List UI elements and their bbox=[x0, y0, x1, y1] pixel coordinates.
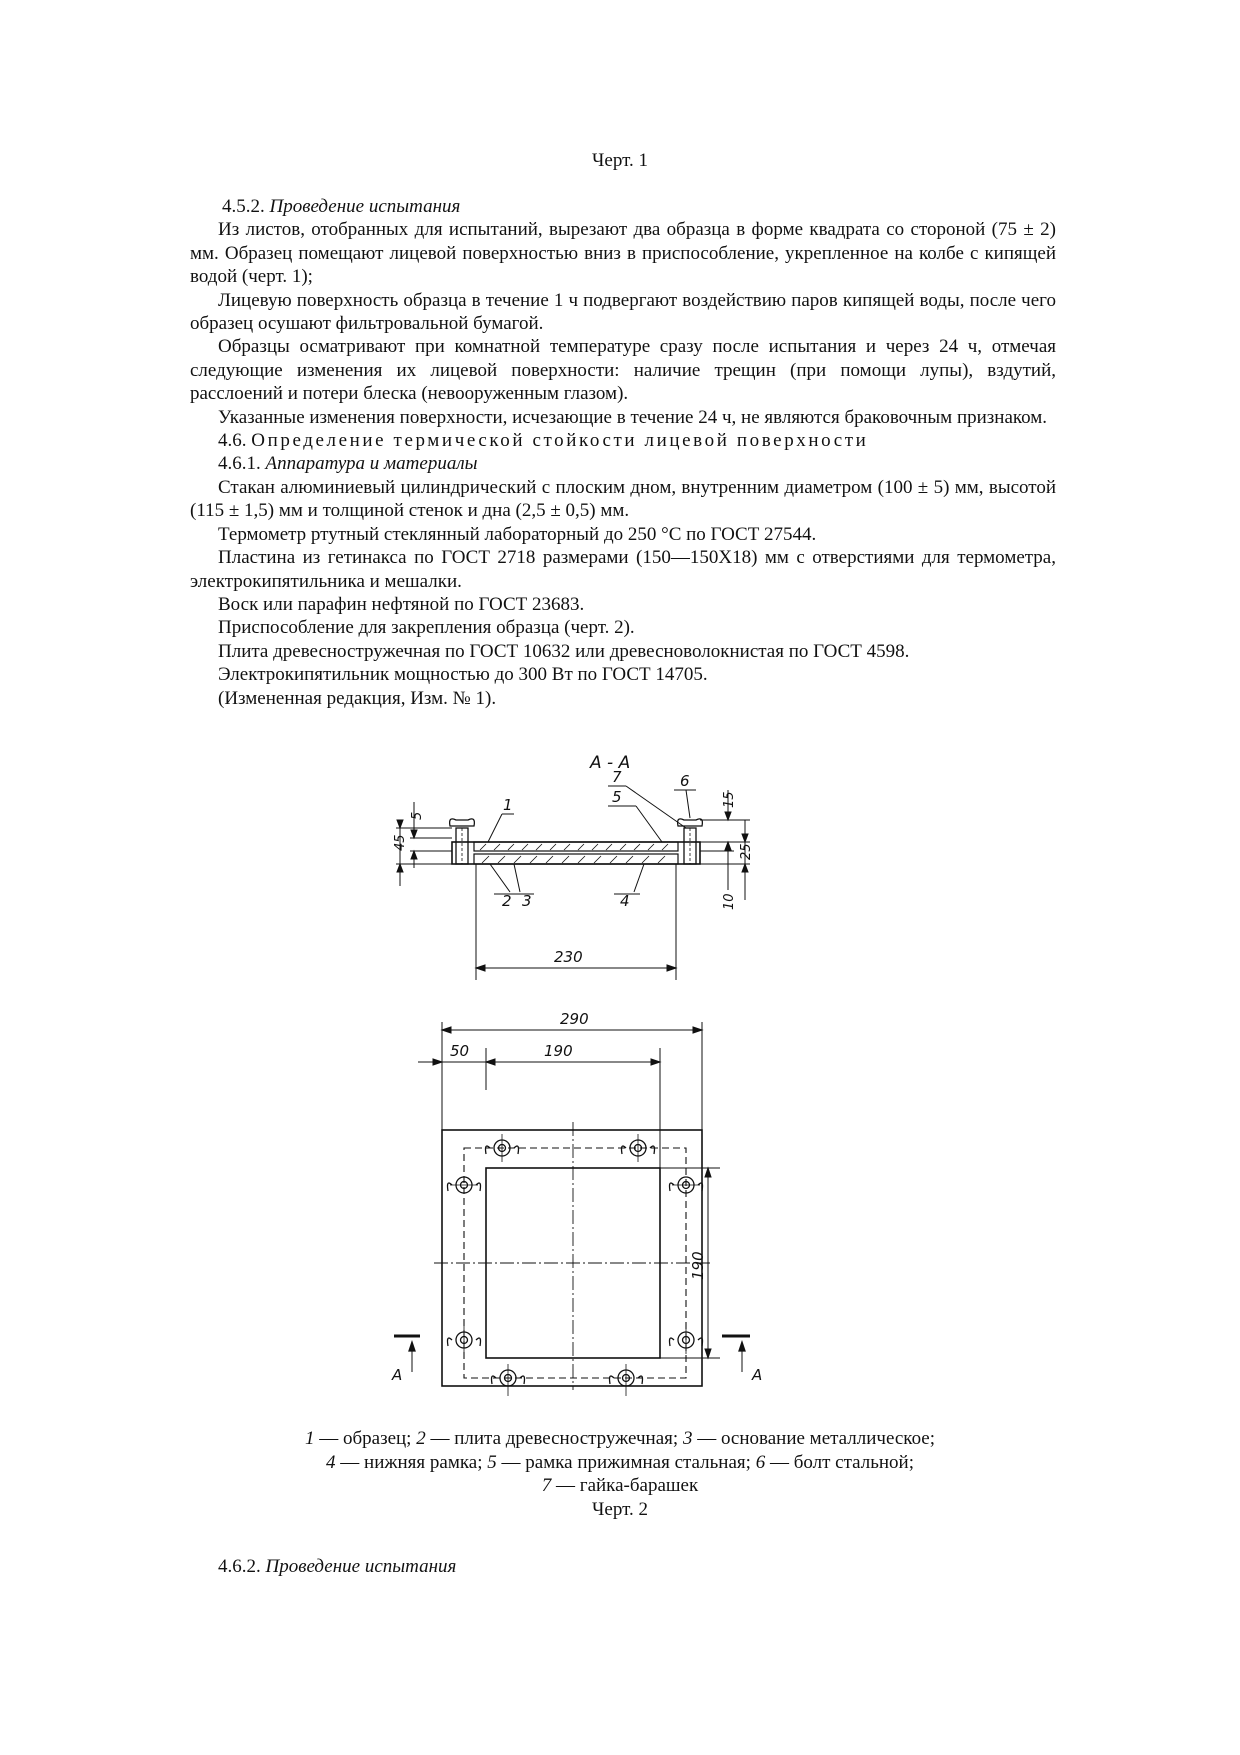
bolt-low-left bbox=[448, 1326, 481, 1354]
equipment-item: Плита древесностружечная по ГОСТ 10632 или древесноволокнистая по ГОСТ 4598. bbox=[218, 640, 910, 662]
paragraph: Указанные изменения поверхности, исчезающие в течение 24 ч, не являются браковочным признаком. bbox=[218, 406, 1048, 428]
dimension-190-top: 190 bbox=[544, 1042, 573, 1060]
chipboard-plate bbox=[474, 854, 678, 864]
dimension-230 bbox=[476, 864, 676, 980]
paragraph: Из листов, отобранных для испытаний, вырезают два образца в форме квадрата со стороной (75 ± 2) мм. Образец помещают лицевой поверхностью вниз в приспособление, укрепленное на колбе с кипящей водой (черт. 1); bbox=[190, 219, 1056, 288]
callout-1: 1 bbox=[503, 796, 513, 814]
section-label: А - А bbox=[590, 753, 631, 773]
dimension-50: 50 bbox=[450, 1042, 470, 1060]
section-mark-right bbox=[722, 1336, 762, 1384]
equipment-item: Термометр ртутный стеклянный лабораторный до 250 °C по ГОСТ 27544. bbox=[218, 523, 817, 545]
callouts bbox=[488, 768, 696, 910]
section-view bbox=[450, 819, 703, 864]
plan-view bbox=[391, 1010, 762, 1396]
section-number: 4.6.1. bbox=[218, 453, 261, 475]
figure-2-caption: Черт. 2 bbox=[592, 1498, 648, 1520]
section-title: Проведение испытания bbox=[265, 1556, 457, 1577]
callout-4: 4 bbox=[620, 892, 630, 910]
callout-5: 5 bbox=[612, 788, 622, 806]
legend-text: — основание металлическое; bbox=[692, 1428, 936, 1449]
body-text bbox=[190, 195, 1056, 710]
callout-3: 3 bbox=[522, 892, 532, 910]
bolt-low-right bbox=[670, 1326, 703, 1354]
dimension-45: 45 bbox=[393, 834, 408, 851]
legend-number: 5 bbox=[487, 1451, 497, 1473]
bolt-bottom-left bbox=[492, 1364, 525, 1396]
dimension-290: 290 bbox=[560, 1010, 589, 1028]
dimension-230-value: 230 bbox=[554, 948, 583, 966]
legend-line bbox=[0, 1474, 1240, 1498]
section-title: Аппаратура и материалы bbox=[265, 453, 478, 475]
left-wing-nut bbox=[450, 819, 475, 826]
equipment-item: Электрокипятильник мощностью до 300 Вт по ГОСТ 14705. bbox=[218, 664, 708, 686]
callout-7: 7 bbox=[612, 768, 622, 786]
section-title: Проведение испытания bbox=[269, 196, 461, 217]
legend-text: — нижняя рамка; bbox=[335, 1451, 488, 1473]
equipment-item: Пластина из гетинакса по ГОСТ 2718 размерами (150—150X18) мм с отверстиями для термометра, электрокипятильника и мешалки. bbox=[190, 547, 1056, 592]
dimension-190-side: 190 bbox=[689, 1251, 707, 1280]
legend-number: 1 bbox=[304, 1428, 315, 1449]
legend-text: — гайка-барашек bbox=[551, 1475, 699, 1496]
section-4-5-2-heading bbox=[190, 195, 1056, 218]
base-plate bbox=[452, 842, 700, 864]
bolt-top-right bbox=[622, 1134, 655, 1162]
figure-2-legend bbox=[0, 1427, 1240, 1521]
specimen bbox=[474, 842, 678, 851]
legend-number: 7 bbox=[541, 1475, 552, 1496]
legend-line bbox=[0, 1427, 1240, 1451]
paragraph: Образцы осматривают при комнатной температуре сразу после испытания и через 24 ч, отмечая следующие изменения их лицевой поверхности: наличие трещин (при помощи лупы), вздутий, расслоений и потери блеска (невооруженным глазом). bbox=[190, 336, 1056, 405]
dimension-left bbox=[393, 802, 452, 886]
dimension-15: 15 bbox=[722, 791, 737, 808]
figure-1-caption: Черт. 1 bbox=[592, 150, 648, 171]
section-number: 4.6.2. bbox=[218, 1556, 261, 1577]
legend-text: — рамка прижимная стальная; bbox=[496, 1451, 756, 1473]
equipment-item: Воск или парафин нефтяной по ГОСТ 23683. bbox=[218, 593, 585, 615]
legend-line bbox=[0, 1451, 1240, 1475]
dimension-right bbox=[700, 790, 754, 910]
equipment-item: Стакан алюминиевый цилиндрический с плоским дном, внутренним диаметром (100 ± 5) мм, высотой (115 ± 1,5) мм и толщиной стенок и дна (2,5 ± 0,5) мм. bbox=[190, 476, 1056, 522]
callout-2: 2 bbox=[502, 892, 512, 910]
section-mark-label: А bbox=[392, 1366, 403, 1384]
legend-number: 6 bbox=[755, 1451, 766, 1473]
legend-number: 2 bbox=[416, 1428, 426, 1449]
paragraph: Лицевую поверхность образца в течение 1 ч подвергают воздействию паров кипящей воды, после чего образец осушают фильтровальной бумагой. bbox=[190, 289, 1056, 335]
section-4-6-1-heading bbox=[190, 452, 1056, 475]
legend-text: — образец; bbox=[314, 1428, 417, 1449]
section-number: 4.6. bbox=[218, 430, 247, 452]
section-mark-label: А bbox=[752, 1366, 763, 1384]
figure-2-drawing bbox=[390, 750, 860, 1400]
legend-text: — плита древесностружечная; bbox=[425, 1428, 683, 1449]
legend-number: 3 bbox=[682, 1428, 693, 1449]
section-title: Определение термической стойкости лицевой поверхности bbox=[251, 430, 869, 452]
legend-number: 4 bbox=[326, 1451, 336, 1473]
callout-6: 6 bbox=[680, 772, 690, 790]
dimension-5: 5 bbox=[410, 811, 425, 820]
section-mark-left bbox=[391, 1336, 420, 1384]
dimension-25: 25 bbox=[739, 843, 754, 860]
section-number: 4.5.2. bbox=[222, 196, 265, 217]
dimension-10: 10 bbox=[722, 893, 737, 910]
revision-note: (Измененная редакция, Изм. № 1). bbox=[218, 687, 497, 709]
legend-text: — болт стальной; bbox=[765, 1451, 914, 1473]
section-4-6-2-heading bbox=[218, 1556, 456, 1578]
section-4-6-heading bbox=[190, 429, 1056, 452]
equipment-item: Приспособление для закрепления образца (черт. 2). bbox=[218, 617, 635, 639]
bolt-bottom-right bbox=[610, 1364, 643, 1396]
technical-drawing bbox=[390, 750, 860, 1400]
